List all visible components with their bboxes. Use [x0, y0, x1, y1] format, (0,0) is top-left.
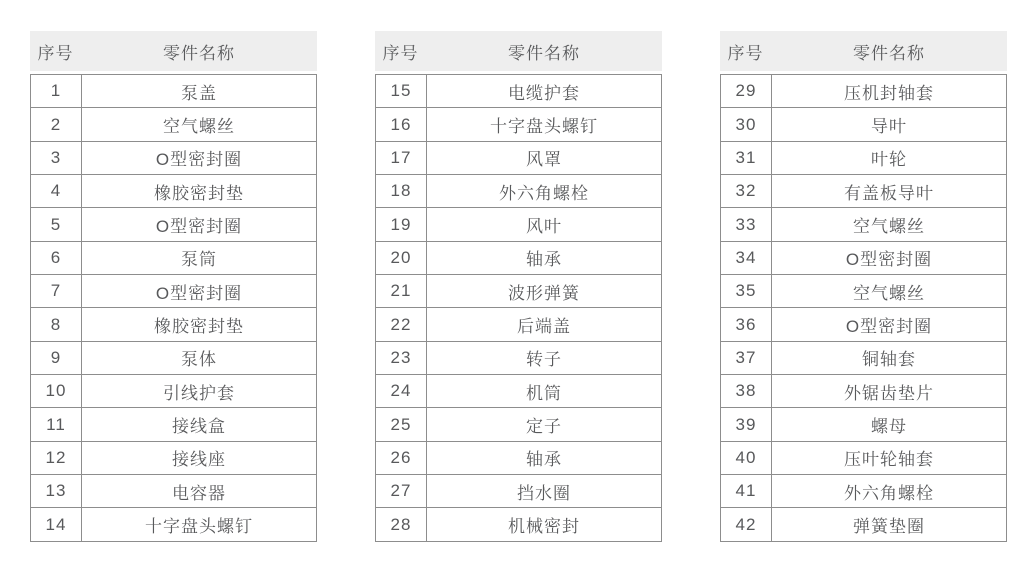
cell-part-name: 机筒 — [427, 375, 662, 408]
cell-index: 30 — [721, 108, 772, 141]
cell-index: 21 — [376, 275, 427, 308]
cell-index: 41 — [721, 475, 772, 508]
cell-index: 13 — [31, 475, 82, 508]
table-row — [721, 241, 1007, 274]
cell-part-name: O型密封圈 — [772, 308, 1007, 341]
column-header-index: 序号 — [382, 43, 419, 63]
parts-table-1 — [30, 31, 317, 542]
cell-part-name: 有盖板导叶 — [772, 175, 1007, 208]
table-row — [721, 341, 1007, 374]
table-row — [376, 275, 662, 308]
cell-index: 17 — [376, 141, 427, 174]
table-row — [721, 475, 1007, 508]
cell-part-name: 十字盘头螺钉 — [82, 508, 317, 542]
cell-index: 31 — [721, 141, 772, 174]
table-row — [376, 108, 662, 141]
cell-index: 42 — [721, 508, 772, 542]
table-row — [721, 75, 1007, 108]
cell-part-name: 挡水圈 — [427, 475, 662, 508]
cell-index: 22 — [376, 308, 427, 341]
parts-table-2 — [375, 31, 662, 542]
cell-part-name: 空气螺丝 — [82, 108, 317, 141]
cell-part-name: 空气螺丝 — [772, 208, 1007, 241]
cell-part-name: 波形弹簧 — [427, 275, 662, 308]
cell-index: 40 — [721, 441, 772, 474]
cell-part-name: 弹簧垫圈 — [772, 508, 1007, 542]
table-2-header-row — [375, 31, 662, 71]
table-row — [721, 108, 1007, 141]
cell-index: 34 — [721, 241, 772, 274]
cell-index: 1 — [31, 75, 82, 108]
table-row — [31, 308, 317, 341]
cell-index: 24 — [376, 375, 427, 408]
table-row — [31, 108, 317, 141]
cell-index: 4 — [31, 175, 82, 208]
cell-part-name: 叶轮 — [772, 141, 1007, 174]
cell-index: 32 — [721, 175, 772, 208]
cell-index: 37 — [721, 341, 772, 374]
cell-index: 9 — [31, 341, 82, 374]
table-1-header-row — [30, 31, 317, 71]
table-row — [31, 175, 317, 208]
table-row — [31, 408, 317, 441]
cell-part-name: 轴承 — [427, 241, 662, 274]
table-row — [31, 441, 317, 474]
cell-part-name: 泵盖 — [82, 75, 317, 108]
table-row — [31, 475, 317, 508]
table-row — [721, 308, 1007, 341]
cell-index: 26 — [376, 441, 427, 474]
cell-index: 10 — [31, 375, 82, 408]
cell-part-name: O型密封圈 — [82, 141, 317, 174]
table-row — [376, 341, 662, 374]
cell-part-name: 定子 — [427, 408, 662, 441]
table-row — [721, 275, 1007, 308]
table-row — [31, 508, 317, 542]
table-row — [376, 475, 662, 508]
column-header-index: 序号 — [37, 43, 74, 63]
table-row — [31, 241, 317, 274]
cell-index: 11 — [31, 408, 82, 441]
cell-index: 27 — [376, 475, 427, 508]
table-row — [721, 141, 1007, 174]
table-3-body — [720, 74, 1007, 542]
cell-part-name: 泵体 — [82, 341, 317, 374]
table-row — [31, 275, 317, 308]
cell-index: 7 — [31, 275, 82, 308]
cell-part-name: O型密封圈 — [772, 241, 1007, 274]
cell-part-name: 电缆护套 — [427, 75, 662, 108]
cell-index: 12 — [31, 441, 82, 474]
cell-index: 3 — [31, 141, 82, 174]
cell-part-name: 风罩 — [427, 141, 662, 174]
column-header-part-name: 零件名称 — [853, 43, 925, 63]
cell-index: 14 — [31, 508, 82, 542]
cell-part-name: 橡胶密封垫 — [82, 308, 317, 341]
cell-index: 25 — [376, 408, 427, 441]
cell-part-name: 外六角螺栓 — [427, 175, 662, 208]
table-3-header-row — [720, 31, 1007, 71]
table-row — [31, 341, 317, 374]
cell-part-name: 导叶 — [772, 108, 1007, 141]
cell-part-name: 引线护套 — [82, 375, 317, 408]
cell-index: 35 — [721, 275, 772, 308]
cell-index: 18 — [376, 175, 427, 208]
cell-part-name: O型密封圈 — [82, 275, 317, 308]
cell-part-name: 机械密封 — [427, 508, 662, 542]
table-1-body — [30, 74, 317, 542]
cell-index: 16 — [376, 108, 427, 141]
cell-index: 38 — [721, 375, 772, 408]
cell-part-name: 风叶 — [427, 208, 662, 241]
cell-index: 23 — [376, 341, 427, 374]
cell-part-name: 螺母 — [772, 408, 1007, 441]
column-header-part-name: 零件名称 — [508, 43, 580, 63]
table-row — [376, 408, 662, 441]
column-header-index: 序号 — [727, 43, 764, 63]
cell-part-name: 外锯齿垫片 — [772, 375, 1007, 408]
cell-index: 29 — [721, 75, 772, 108]
cell-part-name: 接线座 — [82, 441, 317, 474]
table-row — [31, 141, 317, 174]
table-row — [376, 375, 662, 408]
table-row — [31, 375, 317, 408]
table-row — [31, 208, 317, 241]
table-row — [721, 375, 1007, 408]
cell-part-name: 空气螺丝 — [772, 275, 1007, 308]
cell-part-name: 转子 — [427, 341, 662, 374]
cell-index: 19 — [376, 208, 427, 241]
cell-part-name: 铜轴套 — [772, 341, 1007, 374]
cell-index: 20 — [376, 241, 427, 274]
cell-part-name: 压机封轴套 — [772, 75, 1007, 108]
cell-part-name: 外六角螺栓 — [772, 475, 1007, 508]
cell-part-name: 橡胶密封垫 — [82, 175, 317, 208]
cell-part-name: 接线盒 — [82, 408, 317, 441]
table-2-body — [375, 74, 662, 542]
table-row — [376, 241, 662, 274]
cell-part-name: 后端盖 — [427, 308, 662, 341]
table-row — [721, 175, 1007, 208]
cell-part-name: 电容器 — [82, 475, 317, 508]
table-row — [376, 75, 662, 108]
cell-index: 8 — [31, 308, 82, 341]
cell-index: 36 — [721, 308, 772, 341]
table-row — [376, 141, 662, 174]
cell-part-name: 压叶轮轴套 — [772, 441, 1007, 474]
cell-index: 5 — [31, 208, 82, 241]
table-row — [376, 175, 662, 208]
cell-index: 28 — [376, 508, 427, 542]
table-row — [721, 408, 1007, 441]
cell-index: 39 — [721, 408, 772, 441]
table-row — [376, 441, 662, 474]
table-row — [376, 208, 662, 241]
cell-index: 2 — [31, 108, 82, 141]
parts-table-3 — [720, 31, 1007, 542]
table-row — [721, 208, 1007, 241]
table-row — [31, 75, 317, 108]
cell-part-name: 十字盘头螺钉 — [427, 108, 662, 141]
table-row — [721, 508, 1007, 542]
cell-index: 33 — [721, 208, 772, 241]
table-row — [376, 308, 662, 341]
cell-part-name: 泵筒 — [82, 241, 317, 274]
cell-part-name: 轴承 — [427, 441, 662, 474]
cell-index: 15 — [376, 75, 427, 108]
cell-part-name: O型密封圈 — [82, 208, 317, 241]
table-row — [721, 441, 1007, 474]
table-row — [376, 508, 662, 542]
cell-index: 6 — [31, 241, 82, 274]
column-header-part-name: 零件名称 — [163, 43, 235, 63]
